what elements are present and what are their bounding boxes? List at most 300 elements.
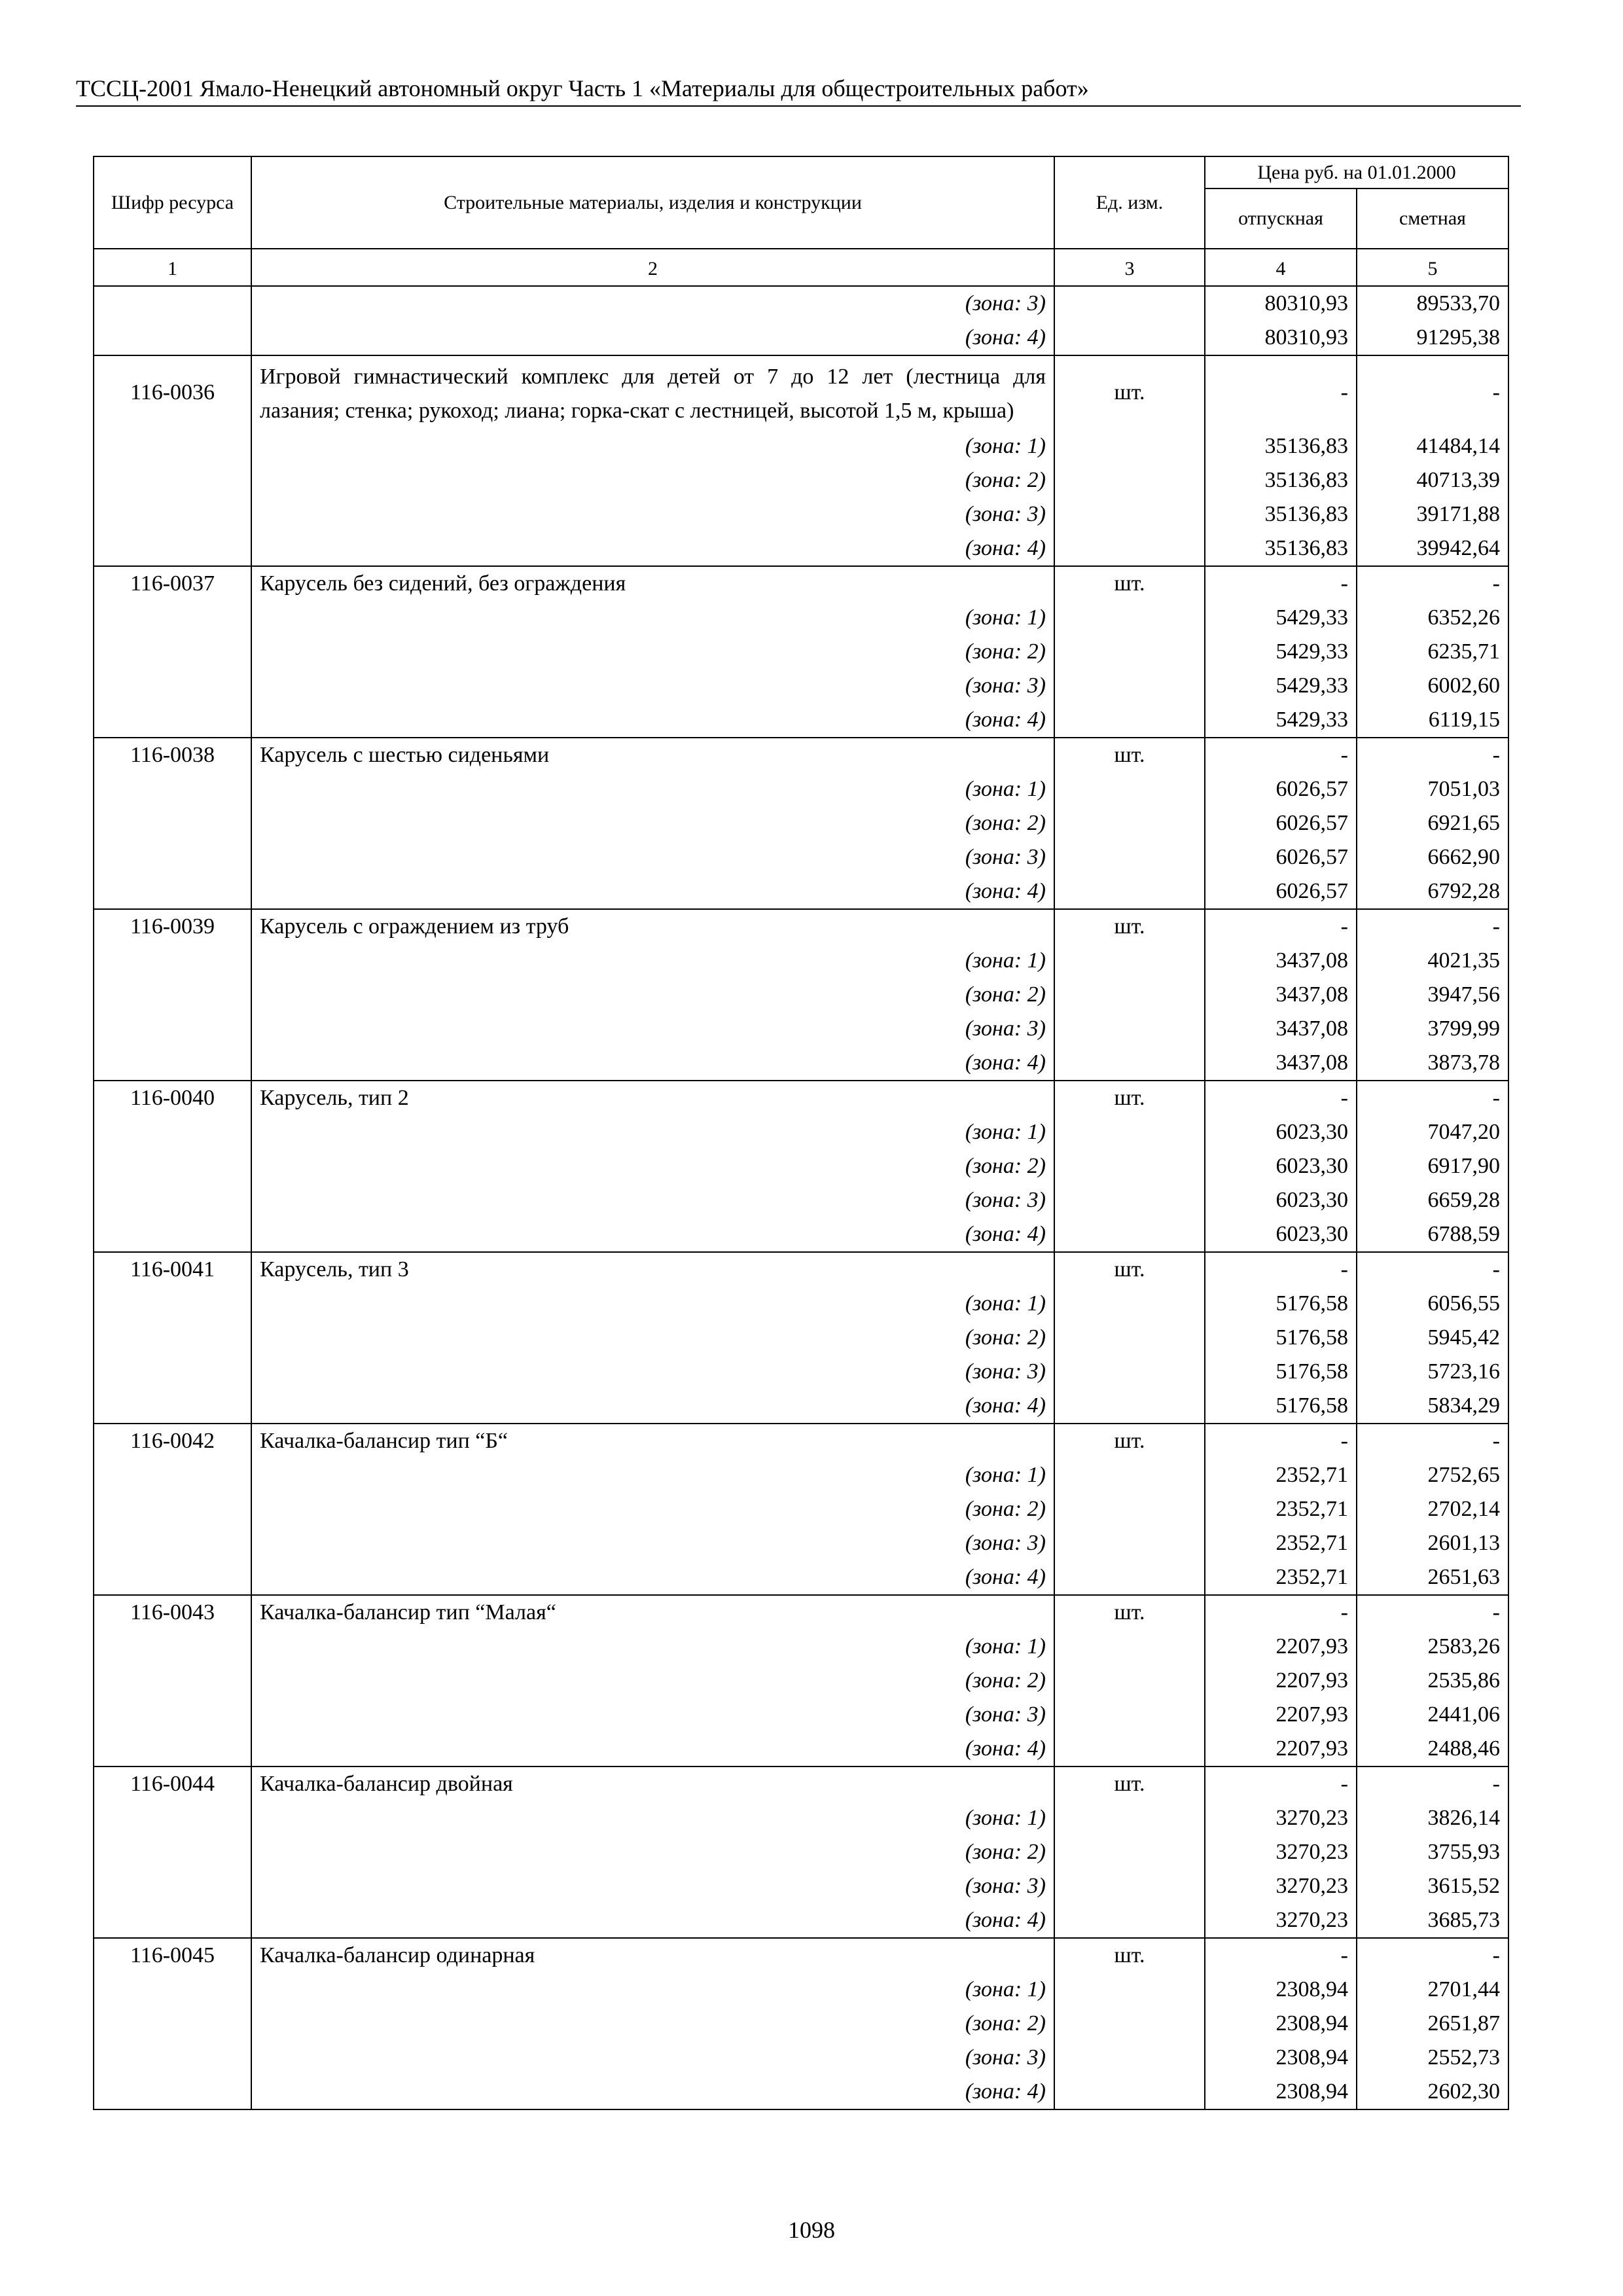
zone-label: (зона: 3) <box>251 1012 1054 1046</box>
resource-code: 116-0038 <box>94 738 251 772</box>
zone-label: (зона: 3) <box>251 840 1054 874</box>
zone-label: (зона: 2) <box>251 1149 1054 1183</box>
release-price: 6026,57 <box>1205 874 1357 909</box>
unit: шт. <box>1054 1767 1205 1801</box>
zone-row <box>94 1732 1508 1767</box>
unit: шт. <box>1054 1595 1205 1630</box>
zone-row <box>94 601 1508 635</box>
zone-row <box>94 806 1508 840</box>
unit: шт. <box>1054 1081 1205 1115</box>
zone-label: (зона: 1) <box>251 1801 1054 1835</box>
estimate-price: 2488,46 <box>1357 1732 1508 1767</box>
estimate-price: 2701,44 <box>1357 1973 1508 2007</box>
release-price: 35136,83 <box>1205 531 1357 566</box>
release-price: 6026,57 <box>1205 840 1357 874</box>
code-cell-empty <box>94 531 251 566</box>
code-cell-empty <box>94 703 251 738</box>
unit-cell-empty <box>1054 669 1205 703</box>
zone-row <box>94 497 1508 531</box>
unit-cell-empty <box>1054 1355 1205 1389</box>
estimate-price: 6119,15 <box>1357 703 1508 738</box>
code-cell-empty <box>94 1835 251 1869</box>
zone-row <box>94 1046 1508 1081</box>
code-cell-empty <box>94 1664 251 1698</box>
zone-label: (зона: 2) <box>251 978 1054 1012</box>
zone-label: (зона: 3) <box>251 2041 1054 2075</box>
estimate-price: - <box>1357 1252 1508 1287</box>
zone-label: (зона: 4) <box>251 1389 1054 1424</box>
code-cell-empty <box>94 1287 251 1321</box>
code-cell-empty <box>94 497 251 531</box>
estimate-price: 2651,87 <box>1357 2007 1508 2041</box>
release-price: 3437,08 <box>1205 1012 1357 1046</box>
unit-cell-empty <box>1054 840 1205 874</box>
unit-cell-empty <box>1054 1973 1205 2007</box>
resource-code: 116-0036 <box>94 355 251 429</box>
estimate-price: 3799,99 <box>1357 1012 1508 1046</box>
estimate-price: 3615,52 <box>1357 1869 1508 1903</box>
unit-cell-empty <box>1054 1835 1205 1869</box>
release-price: 2352,71 <box>1205 1560 1357 1595</box>
unit-cell-empty <box>1054 1630 1205 1664</box>
release-price: 80310,93 <box>1205 286 1357 321</box>
zone-row <box>94 321 1508 355</box>
unit-cell-empty <box>1054 1560 1205 1595</box>
zone-row <box>94 1492 1508 1526</box>
zone-label: (зона: 1) <box>251 429 1054 463</box>
estimate-price: - <box>1357 1938 1508 1973</box>
zone-row <box>94 1630 1508 1664</box>
estimate-price: 6056,55 <box>1357 1287 1508 1321</box>
release-price: 5176,58 <box>1205 1355 1357 1389</box>
zone-label: (зона: 3) <box>251 1698 1054 1732</box>
column-number: 5 <box>1357 249 1508 286</box>
item-row <box>94 909 1508 944</box>
zone-label: (зона: 2) <box>251 1492 1054 1526</box>
code-cell-empty <box>94 1149 251 1183</box>
release-price: - <box>1205 355 1357 429</box>
header-estimate-price: сметная <box>1357 188 1508 249</box>
estimate-price: 40713,39 <box>1357 463 1508 497</box>
estimate-price: 2441,06 <box>1357 1698 1508 1732</box>
zone-label: (зона: 2) <box>251 1664 1054 1698</box>
code-cell-empty <box>94 1801 251 1835</box>
estimate-price: - <box>1357 909 1508 944</box>
unit-cell-empty <box>1054 601 1205 635</box>
estimate-price: - <box>1357 1767 1508 1801</box>
zone-row <box>94 429 1508 463</box>
unit-cell-empty <box>1054 463 1205 497</box>
release-price: 35136,83 <box>1205 463 1357 497</box>
release-price: 2207,93 <box>1205 1630 1357 1664</box>
zone-label: (зона: 3) <box>251 497 1054 531</box>
item-row <box>94 1938 1508 1973</box>
zone-label: (зона: 4) <box>251 1217 1054 1252</box>
unit-cell-empty <box>1054 874 1205 909</box>
resource-code: 116-0040 <box>94 1081 251 1115</box>
unit: шт. <box>1054 355 1205 429</box>
resource-code: 116-0039 <box>94 909 251 944</box>
zone-row <box>94 1321 1508 1355</box>
estimate-price: 89533,70 <box>1357 286 1508 321</box>
unit-cell-empty <box>1054 1664 1205 1698</box>
unit: шт. <box>1054 909 1205 944</box>
code-cell-empty <box>94 1698 251 1732</box>
estimate-price: - <box>1357 566 1508 601</box>
zone-label: (зона: 2) <box>251 463 1054 497</box>
zone-label: (зона: 3) <box>251 286 1054 321</box>
resource-code: 116-0045 <box>94 1938 251 1973</box>
estimate-price: 6235,71 <box>1357 635 1508 669</box>
unit: шт. <box>1054 1424 1205 1458</box>
code-cell-empty <box>94 772 251 806</box>
unit-cell-empty <box>1054 497 1205 531</box>
release-price: - <box>1205 1081 1357 1115</box>
release-price: 6023,30 <box>1205 1217 1357 1252</box>
zone-label: (зона: 3) <box>251 1355 1054 1389</box>
zone-label: (зона: 4) <box>251 531 1054 566</box>
estimate-price: 2651,63 <box>1357 1560 1508 1595</box>
zone-row <box>94 1115 1508 1149</box>
item-row <box>94 1767 1508 1801</box>
estimate-price: 5834,29 <box>1357 1389 1508 1424</box>
zone-label: (зона: 1) <box>251 772 1054 806</box>
code-cell-empty <box>94 1389 251 1424</box>
code-cell-empty <box>94 463 251 497</box>
release-price: 35136,83 <box>1205 429 1357 463</box>
zone-row <box>94 772 1508 806</box>
estimate-price: - <box>1357 355 1508 429</box>
zone-label: (зона: 2) <box>251 806 1054 840</box>
resource-code: 116-0041 <box>94 1252 251 1287</box>
material-name: Карусель без сидений, без ограждения <box>251 566 1054 601</box>
zone-row <box>94 2007 1508 2041</box>
release-price: 3270,23 <box>1205 1835 1357 1869</box>
release-price: - <box>1205 1938 1357 1973</box>
estimate-price: 6002,60 <box>1357 669 1508 703</box>
zone-row <box>94 1835 1508 1869</box>
material-name: Качалка-балансир тип “Б“ <box>251 1424 1054 1458</box>
column-number: 4 <box>1205 249 1357 286</box>
release-price: 2308,94 <box>1205 2041 1357 2075</box>
unit-cell-empty <box>1054 429 1205 463</box>
unit-cell-empty <box>1054 978 1205 1012</box>
release-price: 5176,58 <box>1205 1389 1357 1424</box>
zone-row <box>94 1217 1508 1252</box>
zone-label: (зона: 4) <box>251 703 1054 738</box>
estimate-price: 2752,65 <box>1357 1458 1508 1492</box>
estimate-price: 5723,16 <box>1357 1355 1508 1389</box>
unit-cell-empty <box>1054 1183 1205 1217</box>
resource-code: 116-0037 <box>94 566 251 601</box>
release-price: 2207,93 <box>1205 1664 1357 1698</box>
estimate-price: 2552,73 <box>1357 2041 1508 2075</box>
material-name: Карусель с ограждением из труб <box>251 909 1054 944</box>
estimate-price: 4021,35 <box>1357 944 1508 978</box>
code-cell-empty <box>94 1869 251 1903</box>
zone-label: (зона: 1) <box>251 944 1054 978</box>
zone-label: (зона: 2) <box>251 1835 1054 1869</box>
resource-code: 116-0044 <box>94 1767 251 1801</box>
estimate-price: 2702,14 <box>1357 1492 1508 1526</box>
zone-label: (зона: 2) <box>251 635 1054 669</box>
page-number: 1098 <box>788 2217 835 2243</box>
unit-cell-empty <box>1054 286 1205 321</box>
code-cell-empty <box>94 2075 251 2109</box>
unit-cell-empty <box>1054 1217 1205 1252</box>
unit-cell-empty <box>1054 635 1205 669</box>
zone-row <box>94 669 1508 703</box>
unit-cell-empty <box>1054 1012 1205 1046</box>
zone-label: (зона: 3) <box>251 1183 1054 1217</box>
code-cell-empty <box>94 874 251 909</box>
estimate-price: - <box>1357 1081 1508 1115</box>
material-name: Карусель, тип 3 <box>251 1252 1054 1287</box>
zone-label: (зона: 4) <box>251 874 1054 909</box>
material-name: Качалка-балансир двойная <box>251 1767 1054 1801</box>
unit-cell-empty <box>1054 1732 1205 1767</box>
estimate-price: 39942,64 <box>1357 531 1508 566</box>
zone-row <box>94 1458 1508 1492</box>
unit-cell-empty <box>1054 1046 1205 1081</box>
unit-cell-empty <box>1054 321 1205 355</box>
zone-row <box>94 531 1508 566</box>
code-cell-empty <box>94 1526 251 1560</box>
unit-cell-empty <box>1054 1492 1205 1526</box>
release-price: 5429,33 <box>1205 635 1357 669</box>
code-cell-empty <box>94 1046 251 1081</box>
zone-label: (зона: 1) <box>251 1458 1054 1492</box>
zone-row <box>94 1973 1508 2007</box>
unit-cell-empty <box>1054 1801 1205 1835</box>
estimate-price: 7051,03 <box>1357 772 1508 806</box>
unit-cell-empty <box>1054 2041 1205 2075</box>
zone-label: (зона: 4) <box>251 1732 1054 1767</box>
zone-label: (зона: 1) <box>251 1115 1054 1149</box>
unit-cell-empty <box>1054 1287 1205 1321</box>
resource-code: 116-0043 <box>94 1595 251 1630</box>
unit-cell-empty <box>1054 2075 1205 2109</box>
release-price: 2308,94 <box>1205 1973 1357 2007</box>
unit-cell-empty <box>1054 1869 1205 1903</box>
estimate-price: 2535,86 <box>1357 1664 1508 1698</box>
estimate-price: 6792,28 <box>1357 874 1508 909</box>
unit: шт. <box>1054 738 1205 772</box>
release-price: - <box>1205 909 1357 944</box>
code-cell-empty <box>94 1492 251 1526</box>
estimate-price: 5945,42 <box>1357 1321 1508 1355</box>
zone-row <box>94 463 1508 497</box>
zone-row <box>94 1526 1508 1560</box>
zone-row <box>94 1698 1508 1732</box>
code-cell-empty <box>94 601 251 635</box>
release-price: 2352,71 <box>1205 1526 1357 1560</box>
release-price: 3437,08 <box>1205 978 1357 1012</box>
table-header <box>94 156 1508 286</box>
estimate-price: 3755,93 <box>1357 1835 1508 1869</box>
zone-row <box>94 286 1508 321</box>
unit: шт. <box>1054 1252 1205 1287</box>
item-row <box>94 355 1508 429</box>
estimate-price: 2583,26 <box>1357 1630 1508 1664</box>
zone-row <box>94 703 1508 738</box>
estimate-price: 6921,65 <box>1357 806 1508 840</box>
column-number: 2 <box>251 249 1054 286</box>
zone-row <box>94 2041 1508 2075</box>
code-cell-empty <box>94 669 251 703</box>
zone-row <box>94 1664 1508 1698</box>
code-cell-empty <box>94 944 251 978</box>
code-cell-empty <box>94 286 251 321</box>
estimate-price: 3685,73 <box>1357 1903 1508 1938</box>
zone-label: (зона: 4) <box>251 1046 1054 1081</box>
release-price: - <box>1205 1767 1357 1801</box>
release-price: 3270,23 <box>1205 1903 1357 1938</box>
zone-row <box>94 1355 1508 1389</box>
estimate-price: 3947,56 <box>1357 978 1508 1012</box>
item-row <box>94 1595 1508 1630</box>
unit-cell-empty <box>1054 1149 1205 1183</box>
unit: шт. <box>1054 1938 1205 1973</box>
estimate-price: 6352,26 <box>1357 601 1508 635</box>
unit-cell-empty <box>1054 1389 1205 1424</box>
estimate-price: 2602,30 <box>1357 2075 1508 2109</box>
release-price: 6023,30 <box>1205 1183 1357 1217</box>
item-row <box>94 1252 1508 1287</box>
release-price: 5429,33 <box>1205 703 1357 738</box>
zone-row <box>94 1903 1508 1938</box>
release-price: - <box>1205 1424 1357 1458</box>
release-price: - <box>1205 1595 1357 1630</box>
release-price: 5176,58 <box>1205 1287 1357 1321</box>
release-price: 6026,57 <box>1205 772 1357 806</box>
zone-row <box>94 1149 1508 1183</box>
code-cell-empty <box>94 1903 251 1938</box>
code-cell-empty <box>94 840 251 874</box>
unit: шт. <box>1054 566 1205 601</box>
zone-label: (зона: 4) <box>251 1903 1054 1938</box>
zone-row <box>94 1801 1508 1835</box>
estimate-price: 6662,90 <box>1357 840 1508 874</box>
estimate-price: - <box>1357 1595 1508 1630</box>
header-rule <box>76 105 1521 107</box>
zone-row <box>94 1389 1508 1424</box>
item-row <box>94 1424 1508 1458</box>
release-price: 3437,08 <box>1205 944 1357 978</box>
unit-cell-empty <box>1054 772 1205 806</box>
release-price: 2352,71 <box>1205 1458 1357 1492</box>
release-price: 2207,93 <box>1205 1698 1357 1732</box>
header-unit: Ед. изм. <box>1054 156 1205 249</box>
price-table <box>93 156 1509 2110</box>
code-cell-empty <box>94 1012 251 1046</box>
page-header-title: ТССЦ-2001 Ямало-Ненецкий автономный округ Часть 1 «Материалы для общестроительных работ» <box>76 75 1089 101</box>
resource-code: 116-0042 <box>94 1424 251 1458</box>
release-price: 3270,23 <box>1205 1801 1357 1835</box>
code-cell-empty <box>94 1973 251 2007</box>
zone-label: (зона: 4) <box>251 1560 1054 1595</box>
release-price: 6023,30 <box>1205 1149 1357 1183</box>
code-cell-empty <box>94 1217 251 1252</box>
header-price-group: Цена руб. на 01.01.2000 <box>1205 156 1508 188</box>
zone-label: (зона: 3) <box>251 669 1054 703</box>
zone-row <box>94 1287 1508 1321</box>
zone-row <box>94 840 1508 874</box>
unit-cell-empty <box>1054 1698 1205 1732</box>
code-cell-empty <box>94 429 251 463</box>
code-cell-empty <box>94 1183 251 1217</box>
estimate-price: 91295,38 <box>1357 321 1508 355</box>
code-cell-empty <box>94 1458 251 1492</box>
unit-cell-empty <box>1054 1526 1205 1560</box>
estimate-price: 3873,78 <box>1357 1046 1508 1081</box>
zone-row <box>94 635 1508 669</box>
zone-label: (зона: 3) <box>251 1869 1054 1903</box>
zone-row <box>94 1183 1508 1217</box>
code-cell-empty <box>94 806 251 840</box>
release-price: 6026,57 <box>1205 806 1357 840</box>
code-cell-empty <box>94 1560 251 1595</box>
release-price: 2352,71 <box>1205 1492 1357 1526</box>
code-cell-empty <box>94 1321 251 1355</box>
code-cell-empty <box>94 2007 251 2041</box>
column-number: 1 <box>94 249 251 286</box>
estimate-price: - <box>1357 738 1508 772</box>
release-price: - <box>1205 566 1357 601</box>
table-body <box>94 286 1508 2109</box>
unit-cell-empty <box>1054 944 1205 978</box>
zone-label: (зона: 4) <box>251 2075 1054 2109</box>
column-number: 3 <box>1054 249 1205 286</box>
code-cell-empty <box>94 321 251 355</box>
code-cell-empty <box>94 1115 251 1149</box>
material-name: Игровой гимнастический комплекс для детей от 7 до 12 лет (лестница для лазания; стенка; рукоход; лиана; горка-скат с лестницей, высотой 1,5 м, крыша) <box>251 355 1054 429</box>
unit-cell-empty <box>1054 1903 1205 1938</box>
zone-label: (зона: 2) <box>251 1321 1054 1355</box>
zone-label: (зона: 1) <box>251 1973 1054 2007</box>
item-row <box>94 566 1508 601</box>
zone-row <box>94 1012 1508 1046</box>
material-name: Карусель с шестью сиденьями <box>251 738 1054 772</box>
unit-cell-empty <box>1054 1458 1205 1492</box>
estimate-price: 6788,59 <box>1357 1217 1508 1252</box>
unit-cell-empty <box>1054 806 1205 840</box>
unit-cell-empty <box>1054 1321 1205 1355</box>
release-price: 2308,94 <box>1205 2007 1357 2041</box>
zone-label: (зона: 3) <box>251 1526 1054 1560</box>
code-cell-empty <box>94 1355 251 1389</box>
material-name: Качалка-балансир тип “Малая“ <box>251 1595 1054 1630</box>
estimate-price: 2601,13 <box>1357 1526 1508 1560</box>
code-cell-empty <box>94 1732 251 1767</box>
release-price: - <box>1205 738 1357 772</box>
material-name: Качалка-балансир одинарная <box>251 1938 1054 1973</box>
header-material: Строительные материалы, изделия и конструкции <box>251 156 1054 249</box>
zone-label: (зона: 1) <box>251 601 1054 635</box>
estimate-price: 7047,20 <box>1357 1115 1508 1149</box>
release-price: 6023,30 <box>1205 1115 1357 1149</box>
release-price: 3270,23 <box>1205 1869 1357 1903</box>
zone-row <box>94 2075 1508 2109</box>
material-name: Карусель, тип 2 <box>251 1081 1054 1115</box>
estimate-price: 6917,90 <box>1357 1149 1508 1183</box>
release-price: 80310,93 <box>1205 321 1357 355</box>
zone-row <box>94 1560 1508 1595</box>
zone-row <box>94 874 1508 909</box>
item-row <box>94 1081 1508 1115</box>
release-price: 2207,93 <box>1205 1732 1357 1767</box>
release-price: - <box>1205 1252 1357 1287</box>
